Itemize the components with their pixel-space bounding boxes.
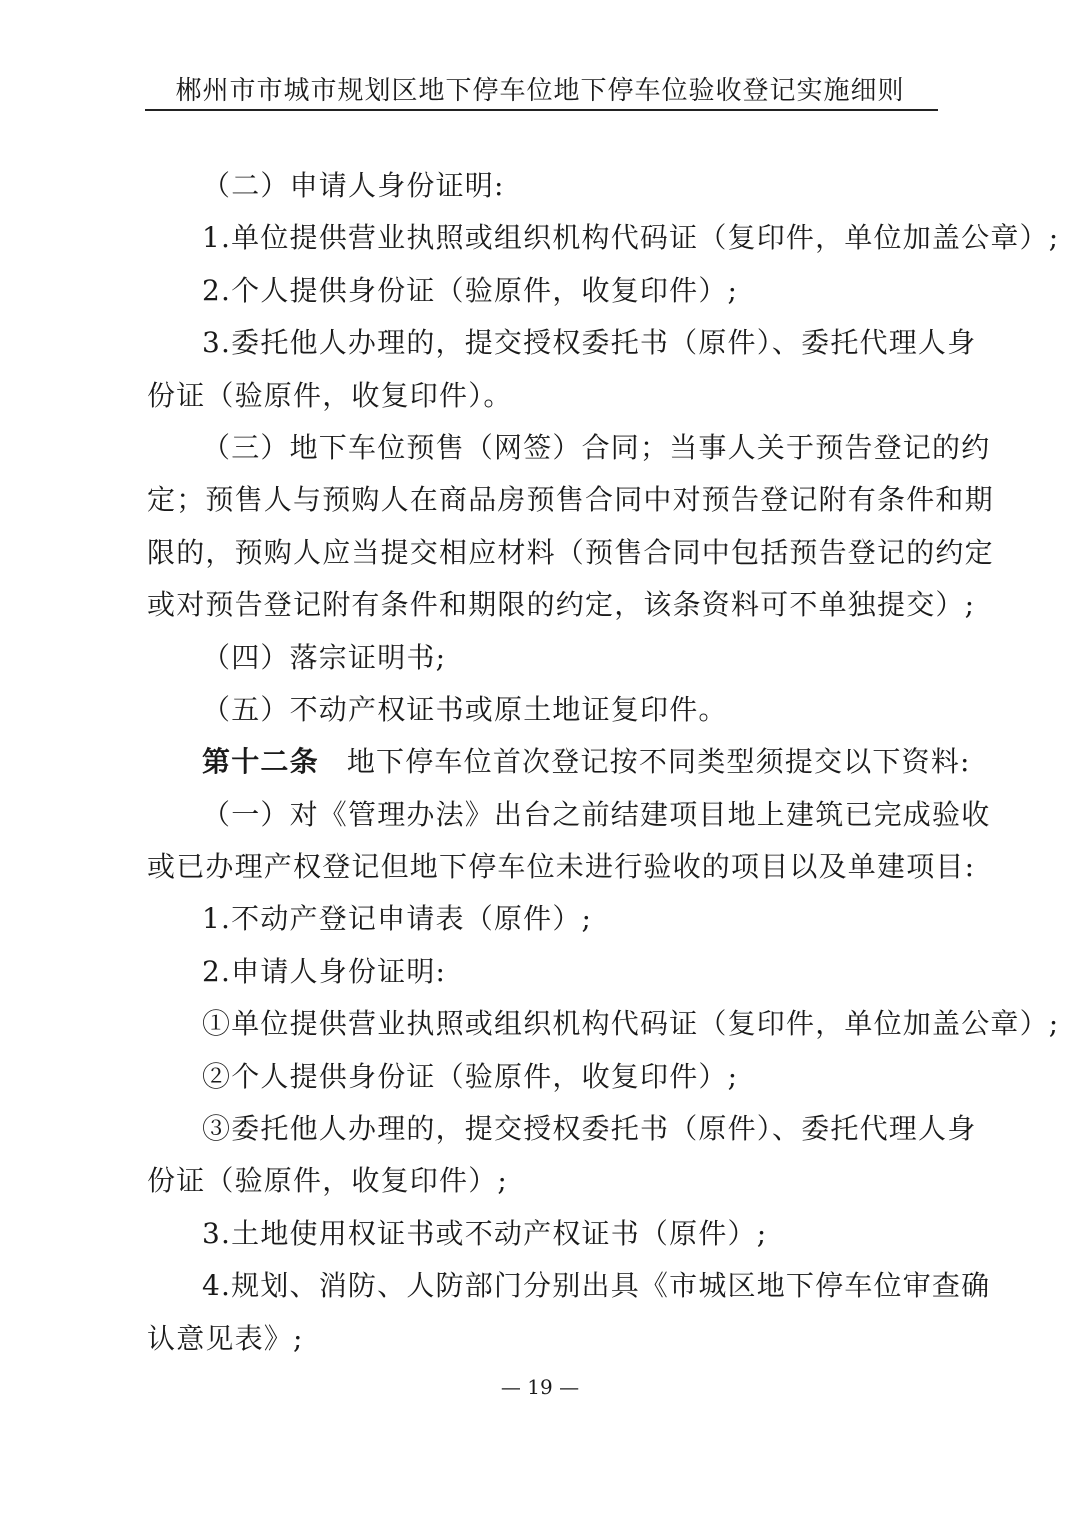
body-line-text: 1.不动产登记申请表（原件）; (202, 902, 593, 936)
body-line (147, 1313, 939, 1365)
body-line (147, 1051, 939, 1103)
body-line (147, 684, 939, 736)
body-line-text: 定；预售人与预购人在商品房预售合同中对预告登记附有条件和期 (147, 483, 994, 517)
body-line (147, 474, 994, 526)
body-line-text: 地下停车位首次登记按不同类型须提交以下资料: (346, 745, 971, 779)
body-line (147, 212, 1060, 264)
body-line-text: ③委托他人办理的，提交授权委托书（原件）、委托代理人身 (202, 1112, 977, 1146)
body-line (147, 632, 939, 684)
body-line (147, 265, 939, 317)
body-line-text: 3.土地使用权证书或不动产权证书（原件）; (202, 1216, 768, 1250)
document-body (147, 160, 1060, 1365)
body-line (147, 893, 939, 945)
body-line (147, 1103, 977, 1155)
body-line-text: 或已办理产权登记但地下停车位未进行验收的项目以及单建项目: (147, 850, 976, 884)
body-line-text: 限的，预购人应当提交相应材料（预售合同中包括预告登记的约定 (147, 535, 994, 569)
body-line-text: （二）申请人身份证明: (202, 169, 505, 202)
body-line-text: 认意见表》; (147, 1321, 304, 1355)
body-line (147, 998, 1060, 1050)
page-header-title: 郴州市市城市规划区地下停车位地下停车位验收登记实施细则 (175, 76, 905, 106)
body-line (147, 317, 977, 369)
body-line (147, 946, 939, 998)
body-line-text: 2.个人提供身份证（验原件，收复印件）; (202, 273, 739, 307)
article-heading-line (147, 736, 971, 788)
body-line-text: 2.申请人身份证明: (202, 954, 447, 988)
body-line-text: ①单位提供营业执照或组织机构代码证（复印件，单位加盖公章）; (202, 1007, 1060, 1041)
article-number: 第十二条 (202, 745, 319, 779)
body-line (147, 422, 991, 474)
page-number: — 19 — (500, 1375, 580, 1399)
body-line-text: 3.委托他人办理的，提交授权委托书（原件）、委托代理人身 (202, 326, 977, 360)
body-line (147, 841, 976, 893)
body-line (147, 1260, 991, 1312)
body-line (147, 1155, 939, 1207)
body-line (147, 1208, 939, 1260)
body-line-text: 或对预告登记附有条件和期限的约定，该条资料可不单独提交）; (147, 588, 976, 622)
body-line-text: 份证（验原件，收复印件）; (147, 1164, 509, 1198)
body-line-text: （四）落宗证明书; (202, 640, 447, 674)
body-line-text: （三）地下车位预售（网签）合同；当事人关于预告登记的约 (202, 430, 991, 464)
body-line-text: 份证（验原件，收复印件）。 (147, 378, 513, 412)
body-line-text: （一）对《管理办法》出台之前结建项目地上建筑已完成验收 (202, 797, 991, 831)
body-line-text: 1.单位提供营业执照或组织机构代码证（复印件，单位加盖公章）; (202, 221, 1060, 255)
body-line-text: 4.规划、消防、人防部门分别出具《市城区地下停车位审查确 (202, 1269, 991, 1303)
body-line (147, 370, 939, 422)
body-line (147, 527, 994, 579)
body-line-text: ②个人提供身份证（验原件，收复印件）; (202, 1059, 739, 1093)
body-line (147, 160, 939, 212)
body-line (147, 579, 976, 631)
body-line-text: （五）不动产权证书或原土地证复印件。 (202, 692, 728, 726)
header-divider (145, 109, 938, 111)
body-line (147, 789, 991, 841)
